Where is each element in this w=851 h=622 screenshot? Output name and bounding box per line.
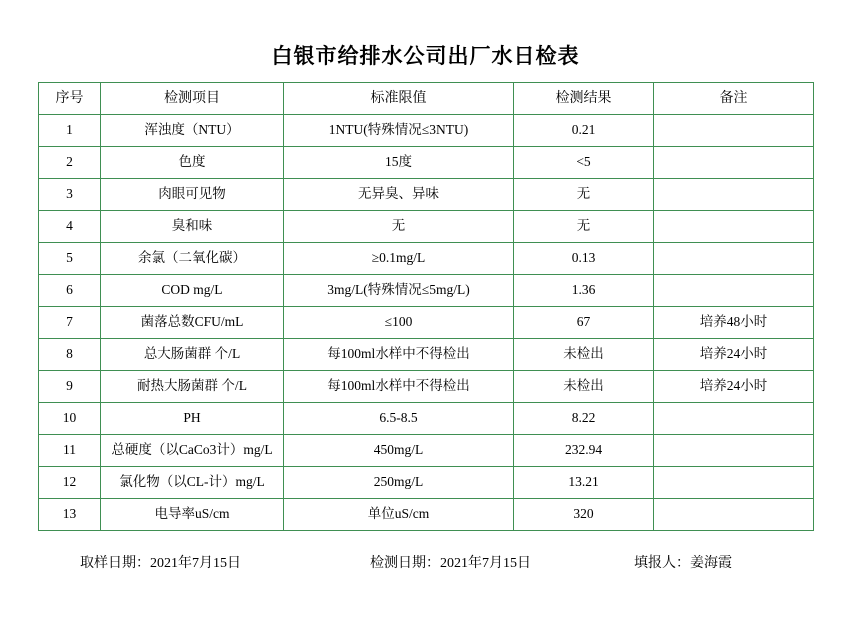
cell-no: 13: [39, 499, 101, 531]
cell-limit: 15度: [284, 147, 514, 179]
column-header-remark: 备注: [654, 83, 814, 115]
cell-limit: ≤100: [284, 307, 514, 339]
cell-limit: 6.5-8.5: [284, 403, 514, 435]
cell-remark: 培养24小时: [654, 339, 814, 371]
table-row: [39, 499, 814, 531]
table-row: [39, 179, 814, 211]
cell-limit: 450mg/L: [284, 435, 514, 467]
cell-item: 色度: [101, 147, 284, 179]
table-row: [39, 403, 814, 435]
cell-result: 13.21: [514, 467, 654, 499]
table-row: [39, 467, 814, 499]
cell-result: 未检出: [514, 371, 654, 403]
footer: [38, 552, 813, 580]
test-date-label: 检测日期：2021年7月15日: [370, 556, 531, 571]
table-row: [39, 371, 814, 403]
cell-item: PH: [101, 403, 284, 435]
cell-no: 5: [39, 243, 101, 275]
cell-item: 氯化物（以CL-计）mg/L: [101, 467, 284, 499]
cell-item: 电导率uS/cm: [101, 499, 284, 531]
table-row: [39, 307, 814, 339]
cell-remark: [654, 179, 814, 211]
cell-no: 9: [39, 371, 101, 403]
cell-result: 8.22: [514, 403, 654, 435]
cell-no: 6: [39, 275, 101, 307]
table-row: [39, 275, 814, 307]
cell-result: 1.36: [514, 275, 654, 307]
cell-limit: 250mg/L: [284, 467, 514, 499]
cell-remark: [654, 435, 814, 467]
table-row: [39, 339, 814, 371]
cell-item: 肉眼可见物: [101, 179, 284, 211]
sample-date-label: 取样日期：2021年7月15日: [80, 556, 241, 571]
table-row: [39, 115, 814, 147]
cell-result: 320: [514, 499, 654, 531]
cell-item: 耐热大肠菌群 个/L: [101, 371, 284, 403]
cell-limit: 无异臭、异味: [284, 179, 514, 211]
cell-result: <5: [514, 147, 654, 179]
cell-no: 10: [39, 403, 101, 435]
cell-item: 浑浊度（NTU）: [101, 115, 284, 147]
cell-no: 11: [39, 435, 101, 467]
cell-remark: [654, 147, 814, 179]
column-header-item: 检测项目: [101, 83, 284, 115]
cell-result: 67: [514, 307, 654, 339]
cell-result: 0.13: [514, 243, 654, 275]
cell-limit: 3mg/L(特殊情况≤5mg/L): [284, 275, 514, 307]
cell-remark: [654, 211, 814, 243]
cell-no: 2: [39, 147, 101, 179]
cell-limit: 单位uS/cm: [284, 499, 514, 531]
cell-remark: [654, 275, 814, 307]
cell-no: 8: [39, 339, 101, 371]
cell-no: 1: [39, 115, 101, 147]
cell-item: 臭和味: [101, 211, 284, 243]
cell-item: 总大肠菌群 个/L: [101, 339, 284, 371]
water-inspection-table: [38, 82, 814, 531]
reporter-label: 填报人：姜海霞: [634, 556, 732, 571]
cell-item: 总硬度（以CaCo3计）mg/L: [101, 435, 284, 467]
table-row: [39, 435, 814, 467]
cell-result: 未检出: [514, 339, 654, 371]
cell-result: 无: [514, 211, 654, 243]
cell-no: 3: [39, 179, 101, 211]
cell-remark: 培养24小时: [654, 371, 814, 403]
cell-remark: 培养48小时: [654, 307, 814, 339]
cell-remark: [654, 243, 814, 275]
cell-no: 4: [39, 211, 101, 243]
cell-result: 无: [514, 179, 654, 211]
cell-remark: [654, 467, 814, 499]
table-row: [39, 147, 814, 179]
cell-limit: 无: [284, 211, 514, 243]
cell-no: 7: [39, 307, 101, 339]
cell-no: 12: [39, 467, 101, 499]
table-header-row: [39, 83, 814, 115]
column-header-result: 检测结果: [514, 83, 654, 115]
cell-limit: ≥0.1mg/L: [284, 243, 514, 275]
table-row: [39, 211, 814, 243]
cell-limit: 每100ml水样中不得检出: [284, 371, 514, 403]
cell-limit: 1NTU(特殊情况≤3NTU): [284, 115, 514, 147]
page-title: 白银市给排水公司出厂水日检表: [271, 44, 580, 68]
column-header-limit: 标准限值: [284, 83, 514, 115]
table-row: [39, 243, 814, 275]
cell-remark: [654, 499, 814, 531]
cell-result: 0.21: [514, 115, 654, 147]
cell-item: 余氯（二氧化碳）: [101, 243, 284, 275]
cell-limit: 每100ml水样中不得检出: [284, 339, 514, 371]
cell-remark: [654, 403, 814, 435]
column-header-no: 序号: [39, 83, 101, 115]
cell-remark: [654, 115, 814, 147]
cell-item: 菌落总数CFU/mL: [101, 307, 284, 339]
cell-item: COD mg/L: [101, 275, 284, 307]
cell-result: 232.94: [514, 435, 654, 467]
